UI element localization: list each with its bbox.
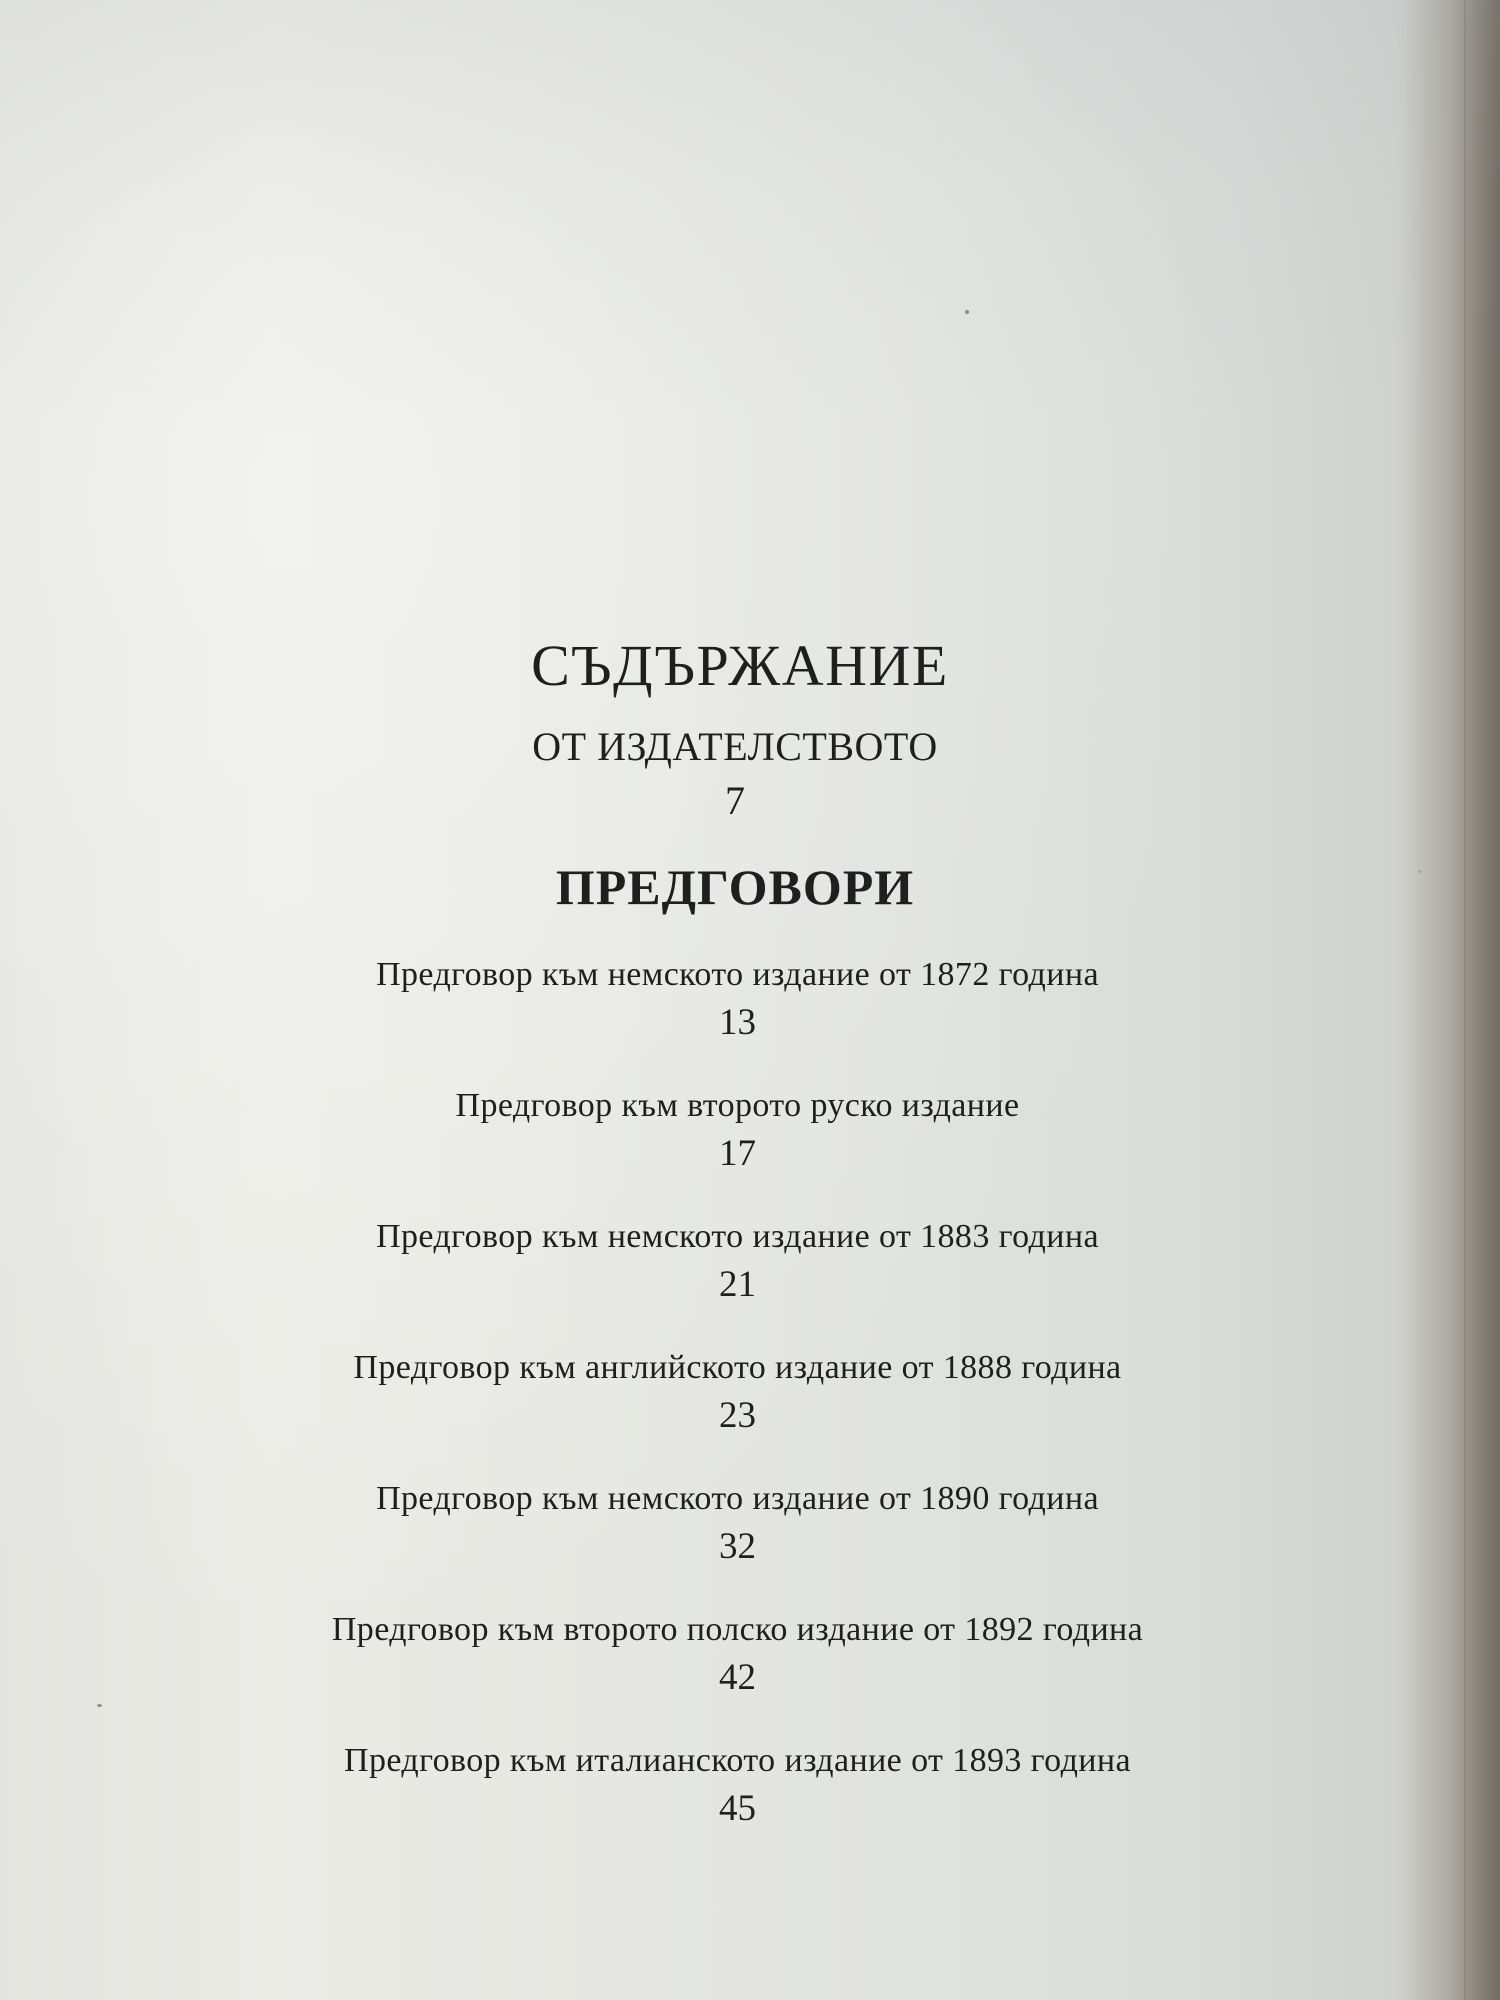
toc-item <box>0 1744 1475 1875</box>
section-heading-prefaces: ПРЕДГОВОРИ <box>555 859 915 915</box>
toc-entry-title: Предговор към немското издание от 1890 година <box>376 1480 1099 1517</box>
toc-item <box>0 1613 1475 1744</box>
toc-entry-page: 32 <box>719 1526 756 1567</box>
toc-entry-title: Предговор към второто руско издание <box>455 1087 1020 1124</box>
paper-speck <box>965 310 969 314</box>
toc-entry-title: Предговор към немското издание от 1872 година <box>376 956 1099 993</box>
section-heading-publisher: ОТ ИЗДАТЕЛСТВОТО <box>532 724 938 769</box>
page-title: СЪДЪРЖАНИЕ <box>531 632 949 698</box>
toc-list <box>0 958 1475 1875</box>
section-page-number: 7 <box>725 778 745 823</box>
toc-entry-page: 13 <box>719 1002 756 1043</box>
toc-entry-title: Предговор към второто полско издание от 1892 година <box>331 1611 1144 1648</box>
toc-item <box>0 1089 1475 1220</box>
toc-entry-page: 42 <box>719 1657 756 1698</box>
toc-item <box>0 1220 1475 1351</box>
toc-item <box>0 1351 1475 1482</box>
toc-entry-title: Предговор към английското издание от 1888 година <box>353 1349 1122 1386</box>
toc-entry-page: 17 <box>719 1133 756 1174</box>
toc-entry-title: Предговор към италианското издание от 1893 година <box>344 1742 1131 1779</box>
toc-entry-page: 23 <box>719 1395 756 1436</box>
toc-entry-page: 45 <box>719 1788 756 1829</box>
toc-entry-page: 21 <box>719 1264 756 1305</box>
toc-item <box>0 958 1475 1089</box>
toc-entry-title: Предговор към немското издание от 1883 година <box>376 1218 1099 1255</box>
page-lighting-shadow <box>0 0 1500 420</box>
toc-item <box>0 1482 1475 1613</box>
